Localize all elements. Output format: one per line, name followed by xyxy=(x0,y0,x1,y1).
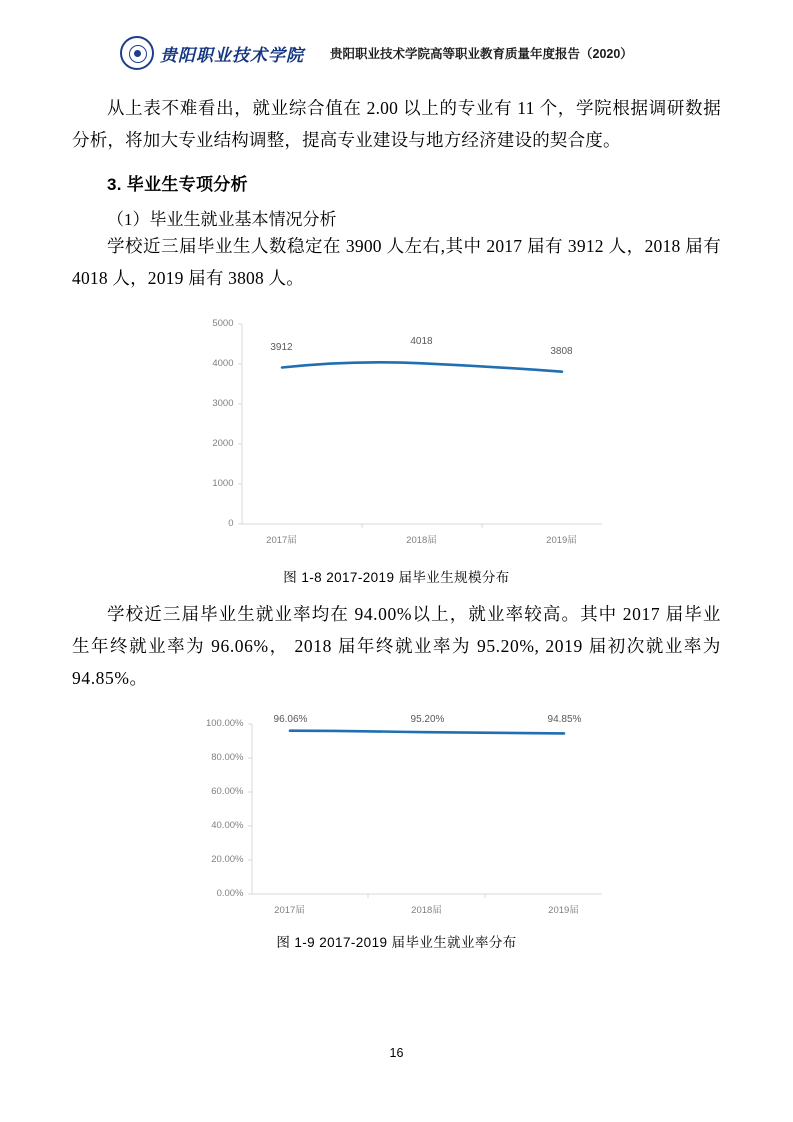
page-header xyxy=(72,30,721,76)
y-tick-1000: 1000 xyxy=(212,478,234,489)
chart-svg-rate xyxy=(182,714,612,919)
data-label-rate-2017: 96.06% xyxy=(273,714,308,725)
data-label-rate-2019: 94.85% xyxy=(547,714,582,725)
x-category-2019: 2019届 xyxy=(546,535,577,546)
figure-caption-1-8: 图 1-8 2017-2019 届毕业生规模分布 xyxy=(283,570,510,585)
figure-caption-1-9: 图 1-9 2017-2019 届毕业生就业率分布 xyxy=(276,935,517,950)
figure-1-9 xyxy=(72,714,721,951)
employment-rate-line-chart xyxy=(182,714,612,919)
page-number: 16 xyxy=(389,1046,404,1060)
y-tick-40: 40.00% xyxy=(211,820,244,831)
data-label-2019: 3808 xyxy=(550,346,573,357)
data-label-2018: 4018 xyxy=(410,336,433,347)
y-tick-3000: 3000 xyxy=(212,398,234,409)
y-tick-0: 0 xyxy=(228,518,234,529)
data-label-2017: 3912 xyxy=(270,342,293,353)
x-category-rate-2019: 2019届 xyxy=(548,905,579,916)
y-tick-20: 20.00% xyxy=(211,854,244,865)
y-tick-80: 80.00% xyxy=(211,752,244,763)
section-heading-3: 3. 毕业生专项分析 xyxy=(107,175,248,194)
x-category-2018: 2018届 xyxy=(406,535,437,546)
y-tick-5000: 5000 xyxy=(212,318,234,329)
paragraph-2: 学校近三届毕业生人数稳定在 3900 人左右,其中 2017 届有 3912 人，2018 届有 4018 人，2019 届有 3808 人。 xyxy=(72,236,721,288)
paragraph-3: 学校近三届毕业生就业率均在 94.00%以上，就业率较高。其中 2017 届毕业生年终就业率为 96.06%， 2018 届年终就业率为 95.20%, 2019 届初次就业率为 94.85%。 xyxy=(72,604,721,688)
graduate-scale-line-chart xyxy=(182,314,612,554)
header-title: 贵阳职业技术学院高等职业教育质量年度报告（2020） xyxy=(330,47,633,61)
data-label-rate-2018: 95.20% xyxy=(410,714,445,725)
figure-1-8 xyxy=(72,314,721,586)
y-tick-4000: 4000 xyxy=(212,358,234,369)
sub-heading-1: （1）毕业生就业基本情况分析 xyxy=(107,210,337,229)
paragraph-1: 从上表不难看出，就业综合值在 2.00 以上的专业有 11 个，学院根据调研数据分析，将加大专业结构调整，提高专业建设与地方经济建设的契合度。 xyxy=(72,98,721,150)
y-tick-100: 100.00% xyxy=(205,718,244,729)
x-category-rate-2017: 2017届 xyxy=(274,905,305,916)
y-tick-0pct: 0.00% xyxy=(216,888,244,899)
seal-emblem-icon xyxy=(120,36,154,70)
institution-logo xyxy=(120,36,304,70)
logo-text: 贵阳职业技术学院 xyxy=(160,45,304,65)
y-tick-60: 60.00% xyxy=(211,786,244,797)
x-category-rate-2018: 2018届 xyxy=(411,905,442,916)
y-tick-2000: 2000 xyxy=(212,438,234,449)
x-category-2017: 2017届 xyxy=(266,535,297,546)
